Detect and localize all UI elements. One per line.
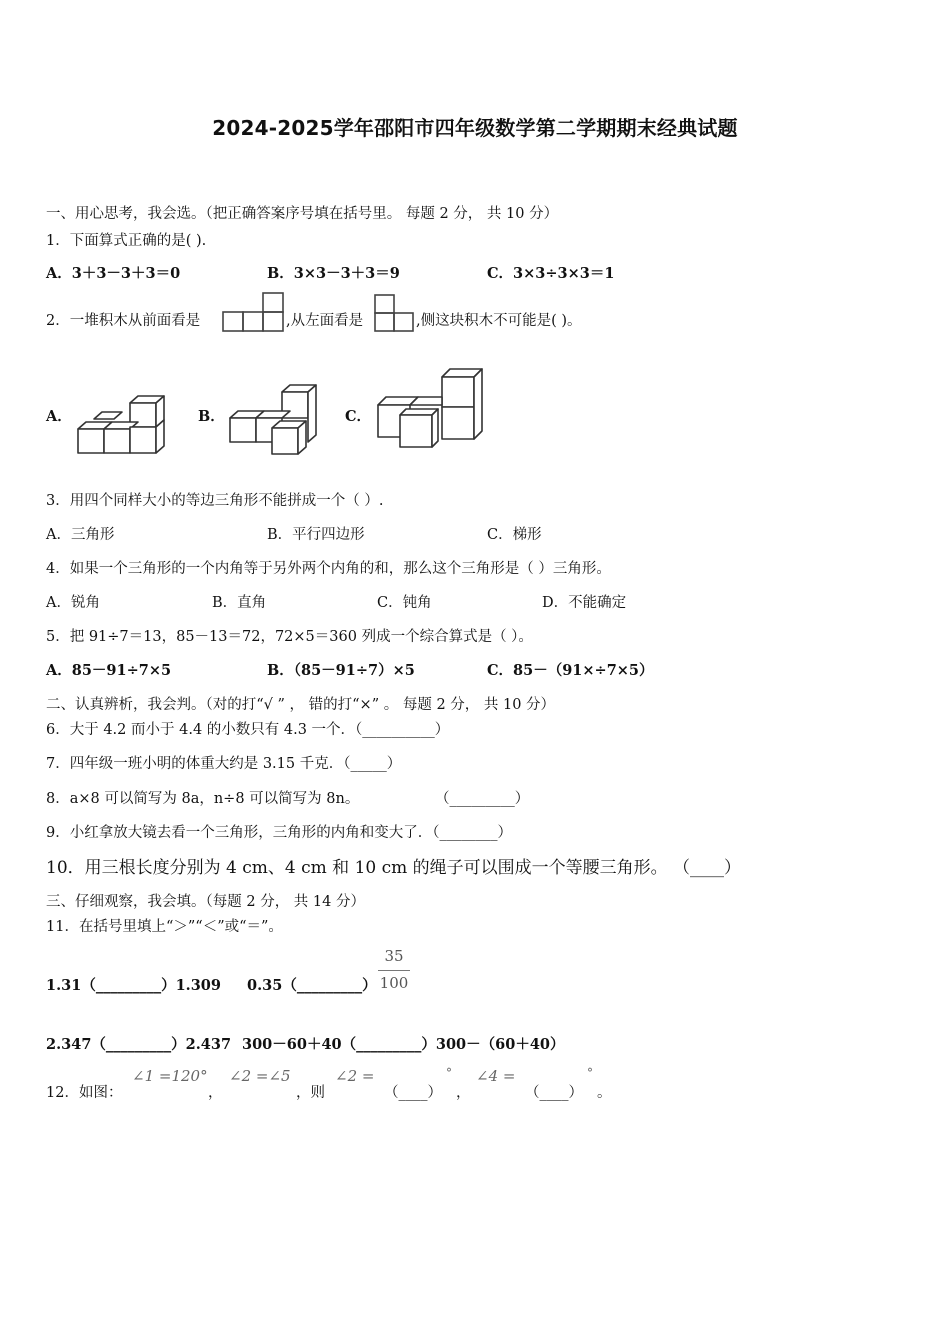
q12-ask-angle2: ∠2 = [335, 1067, 375, 1085]
q2-option-b-label: B． [198, 408, 225, 425]
fraction-denominator: 100 [379, 974, 409, 992]
q10: 10．用三根长度分别为 4 cm、4 cm 和 10 cm 的绳子可以围成一个等腰三角形。 （____） [46, 858, 742, 878]
fraction-numerator: 35 [384, 947, 404, 965]
q5-option-c: C．85－（91×÷7×5） [487, 662, 654, 679]
q4-stem: 4．如果一个三角形的一个内角等于另外两个内角的和，那么这个三角形是（ ）三角形。 [46, 561, 611, 577]
q5-option-b: B．（85－91÷7）×5 [267, 662, 415, 679]
q3-option-b: B．平行四边形 [267, 527, 365, 543]
q5-option-a: A．85－91÷7×5 [46, 662, 172, 679]
q12-given-angle2: ∠2 =∠5 [229, 1067, 291, 1085]
front-view-figure [222, 292, 284, 332]
q8-stem: 8．a×8 可以简写为 8a，n÷8 可以简写为 8n。 [46, 791, 360, 807]
q4-option-d: D．不能确定 [542, 595, 627, 611]
q2-option-a-label: A． [46, 408, 72, 425]
q11-stem: 11．在括号里填上“＞”“＜”或“＝”。 [46, 919, 283, 935]
block-figure-b [226, 384, 322, 458]
q11-row1-b: 0.35（_________） [247, 977, 377, 994]
q5-stem: 5．把 91÷7＝13，85－13＝72，72×5＝360 列成一个综合算式是（ ）。 [46, 629, 533, 645]
q7: 7．四年级一班小明的体重大约是 3.15 千克．（_____） [46, 756, 402, 772]
q3-option-a: A．三角形 [46, 527, 115, 543]
q6: 6．大于 4.2 而小于 4.4 的小数只有 4.3 一个．（__________） [46, 722, 450, 738]
q3-stem: 3．用四个同样大小的等边三角形不能拼成一个（ ）. [46, 493, 384, 509]
q12-ask-angle4: ∠4 = [476, 1067, 516, 1085]
section3-heading: 三、仔细观察，我会填。（每题 2 分， 共 14 分） [46, 894, 365, 910]
q8-blank: （_________） [435, 791, 530, 807]
block-figure-c [374, 365, 486, 451]
section2-heading: 二、认真辨析，我会判。（对的打“√ ” ， 错的打“×” 。 每题 2 分， 共 10 分） [46, 697, 556, 713]
section1-heading: 一、用心思考，我会选。（把正确答案序号填在括号里。 每题 2 分， 共 10 分） [46, 206, 559, 222]
page-title: 2024-2025学年邵阳市四年级数学第二学期期末经典试题 [212, 116, 738, 140]
q2-stem-b: ,从左面看是 [286, 313, 364, 329]
q12-end: 。 [597, 1085, 612, 1101]
q12-comma-2: ， [456, 1085, 471, 1101]
q12-blank2: （____） [525, 1085, 583, 1101]
q12-degree1: ° [446, 1066, 452, 1080]
q11-row1-a: 1.31（_________）1.309 [46, 977, 221, 994]
q1-stem: 1．下面算式正确的是( ). [46, 233, 207, 249]
q9: 9．小红拿放大镜去看一个三角形，三角形的内角和变大了．（________） [46, 825, 512, 841]
q12-then: ，则 [296, 1085, 325, 1101]
block-figure-a [74, 393, 170, 459]
q12-lead: 12．如图： [46, 1085, 123, 1101]
q4-option-b: B．直角 [212, 595, 267, 611]
left-view-figure [374, 294, 414, 332]
q12-degree2: ° [587, 1066, 593, 1080]
q4-option-c: C．钝角 [377, 595, 432, 611]
q2-option-c-label: C． [345, 408, 372, 425]
q11-row2-b: 300－60＋40（_________）300－（60＋40） [242, 1036, 565, 1053]
fraction-bar [378, 970, 410, 971]
q12-given-angle1: ∠1 =120° [132, 1067, 208, 1085]
q3-option-c: C．梯形 [487, 527, 542, 543]
q11-row2-a: 2.347（_________）2.437 [46, 1036, 232, 1053]
q12-comma-1: ， [208, 1085, 223, 1101]
q2-stem-a: 2．一堆积木从前面看是 [46, 313, 201, 329]
q2-stem-c: ,侧这块积木不可能是( )。 [416, 313, 582, 329]
q12-blank1: （____） [384, 1085, 442, 1101]
q4-option-a: A．锐角 [46, 595, 100, 611]
q1-option-b: B．3×3－3＋3＝9 [267, 265, 400, 282]
q1-option-a: A．3＋3－3＋3＝0 [46, 265, 181, 282]
q1-option-c: C．3×3÷3×3＝1 [487, 265, 615, 282]
